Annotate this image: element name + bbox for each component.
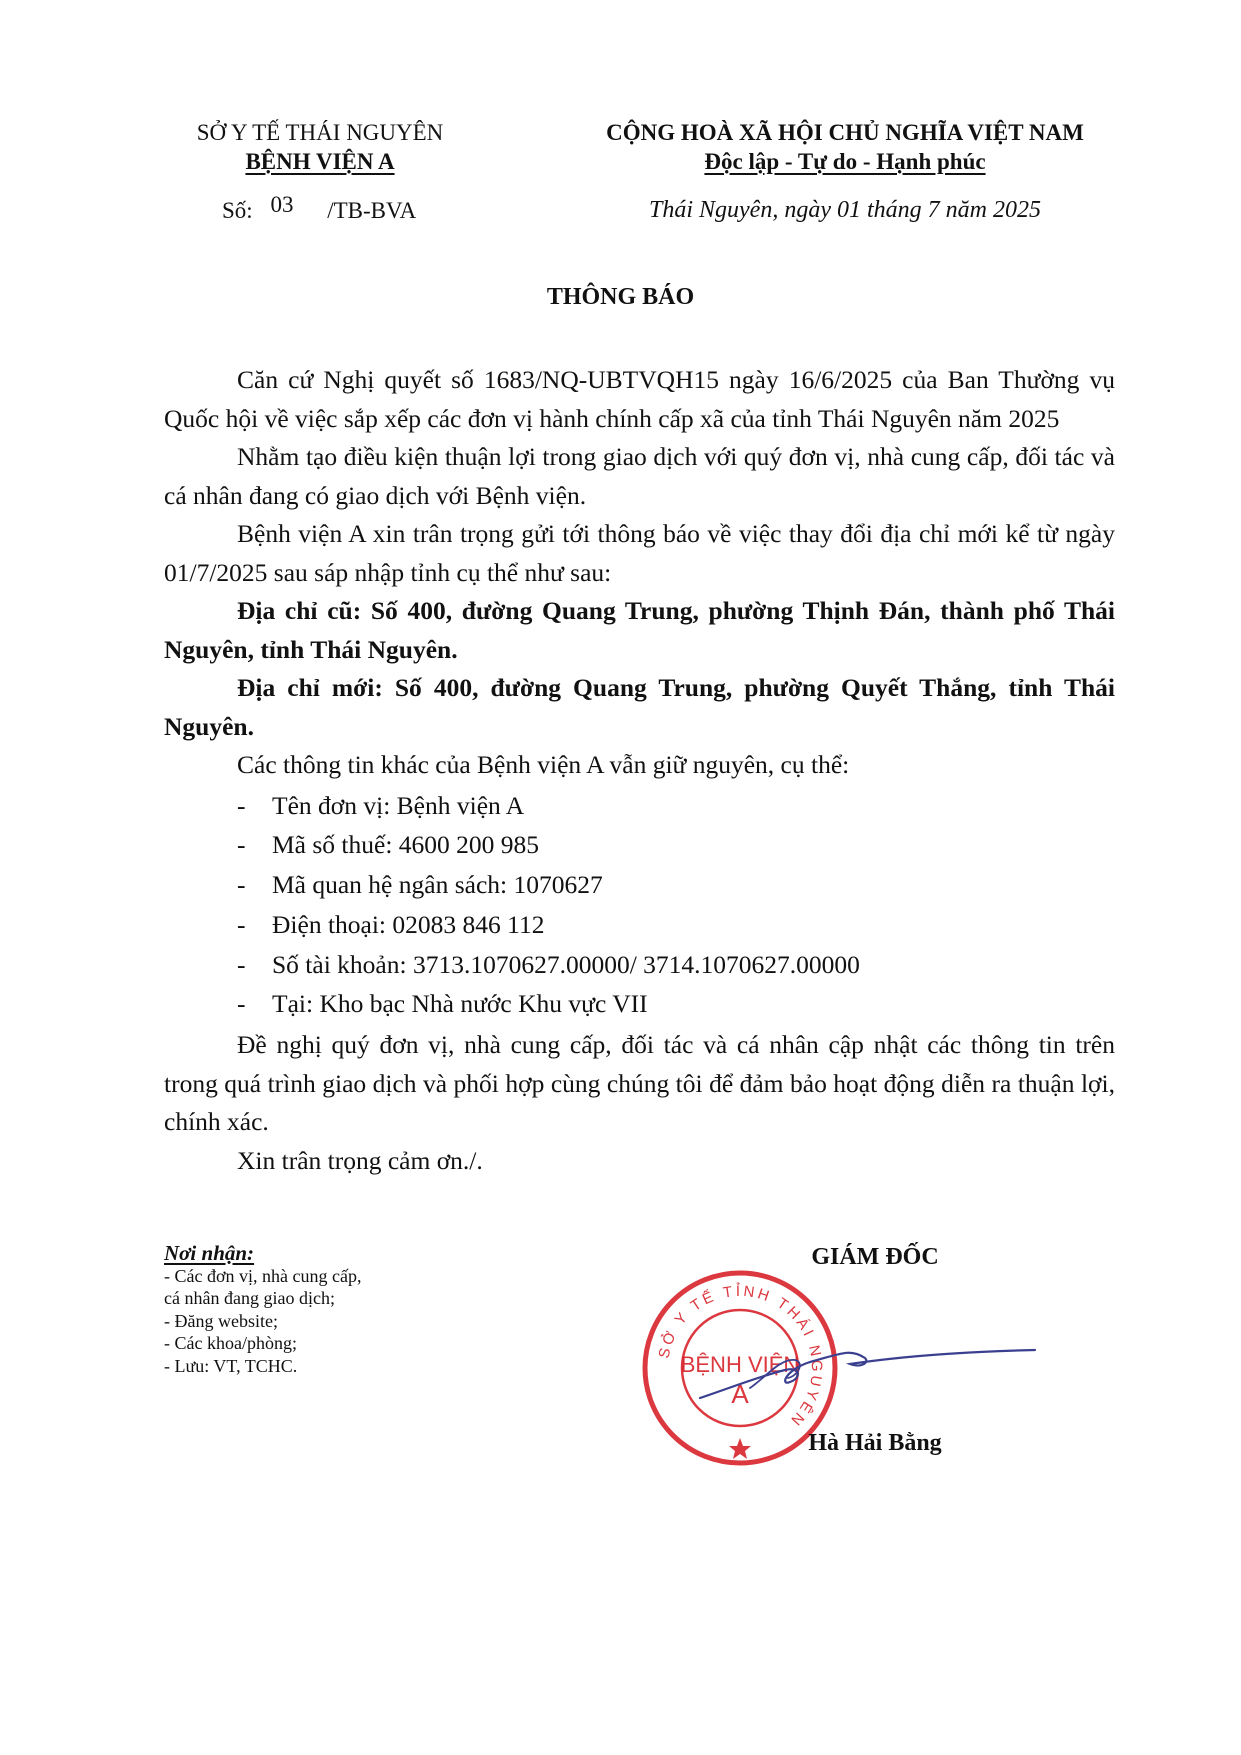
paragraph-request: Đề nghị quý đơn vị, nhà cung cấp, đối tác và cá nhân cập nhật các thông tin trên trong quá trình giao dịch và phối hợp cùng chúng tôi để đảm bảo hoạt động diễn ra thuận lợi, chính xác. [164,1030,1115,1137]
closing-line: Xin trân trọng cảm ơn./. [237,1145,483,1175]
paragraph-purpose: Nhằm tạo điều kiện thuận lợi trong giao dịch với quý đơn vị, nhà cung cấp, đối tác và cá nhân đang có giao dịch với Bệnh viện. [164,442,1115,510]
recipients-title: Nơi nhận: [164,1241,255,1265]
nation-name: CỘNG HOÀ XÃ HỘI CHỦ NGHĨA VIỆT NAM [606,120,1084,145]
page-title: THÔNG BÁO [546,284,695,310]
doc-number [222,192,417,225]
document-body [164,361,1115,1180]
doc-number-suffix: /TB-BVA [327,198,417,223]
list-item: - Mã số thuế: 4600 200 985 [237,830,540,860]
recipient-item: - Lưu: VT, TCHC. [164,1355,298,1376]
stamp-center-text: BỆNH VIỆN [680,1352,800,1377]
old-address: Địa chỉ cũ: Số 400, đường Quang Trung, phường Thịnh Đán, thành phố Thái Nguyên, tỉnh Thái Nguyên. [164,596,1115,664]
list-item: - Số tài khoản: 3713.1070627.00000/ 3714.1070627.00000 [237,949,860,979]
paragraph-info-intro: Các thông tin khác của Bệnh viện A vẫn giữ nguyên, cụ thể: [237,750,850,779]
recipient-item: - Đăng website; [164,1310,278,1331]
new-address: Địa chỉ mới: Số 400, đường Quang Trung, phường Quyết Thắng, tỉnh Thái Nguyên. [164,673,1115,741]
doc-number-prefix: Số: [222,198,253,223]
list-item: - Tên đơn vị: Bệnh viện A [237,790,525,820]
motto: Độc lập - Tự do - Hạnh phúc [704,149,986,174]
recipients-block [164,1242,464,1377]
place-date: Thái Nguyên, ngày 01 tháng 7 năm 2025 [649,197,1041,223]
list-item: - Mã quan hệ ngân sách: 1070627 [237,870,603,900]
list-item: - Tại: Kho bạc Nhà nước Khu vực VII [237,989,648,1019]
stamp-ring-text: SỞ Y TẾ TỈNH THÁI NGUYÊN [655,1282,826,1431]
doc-number-value: 03 [270,192,294,217]
signer-title: GIÁM ĐỐC [811,1244,939,1270]
organization-name: BỆNH VIỆN A [245,149,395,174]
handwritten-signature-icon [690,1318,1050,1428]
info-list [237,786,1115,1025]
header-right [575,118,1115,176]
department-name: SỞ Y TẾ THÁI NGUYÊN [196,120,444,145]
header-left [155,118,485,176]
recipient-item: - Các đơn vị, nhà cung cấp, [164,1265,362,1286]
recipient-item: - Các khoa/phòng; [164,1333,297,1353]
signer-name: Hà Hải Bằng [808,1430,942,1456]
paragraph-announcement: Bệnh viện A xin trân trọng gửi tới thông báo về việc thay đổi địa chỉ mới kể từ ngày 01/7/2025 sau sáp nhập tỉnh cụ thể như sau: [164,519,1115,587]
paragraph-legal-basis: Căn cứ Nghị quyết số 1683/NQ-UBTVQH15 ngày 16/6/2025 của Ban Thường vụ Quốc hội về việc sắp xếp các đơn vị hành chính cấp xã của tỉnh Thái Nguyên năm 2025 [164,365,1115,433]
list-item: - Điện thoại: 02083 846 112 [237,909,545,939]
recipient-item: cá nhân đang giao dịch; [164,1288,335,1308]
stamp-center-letter: A [731,1379,749,1409]
